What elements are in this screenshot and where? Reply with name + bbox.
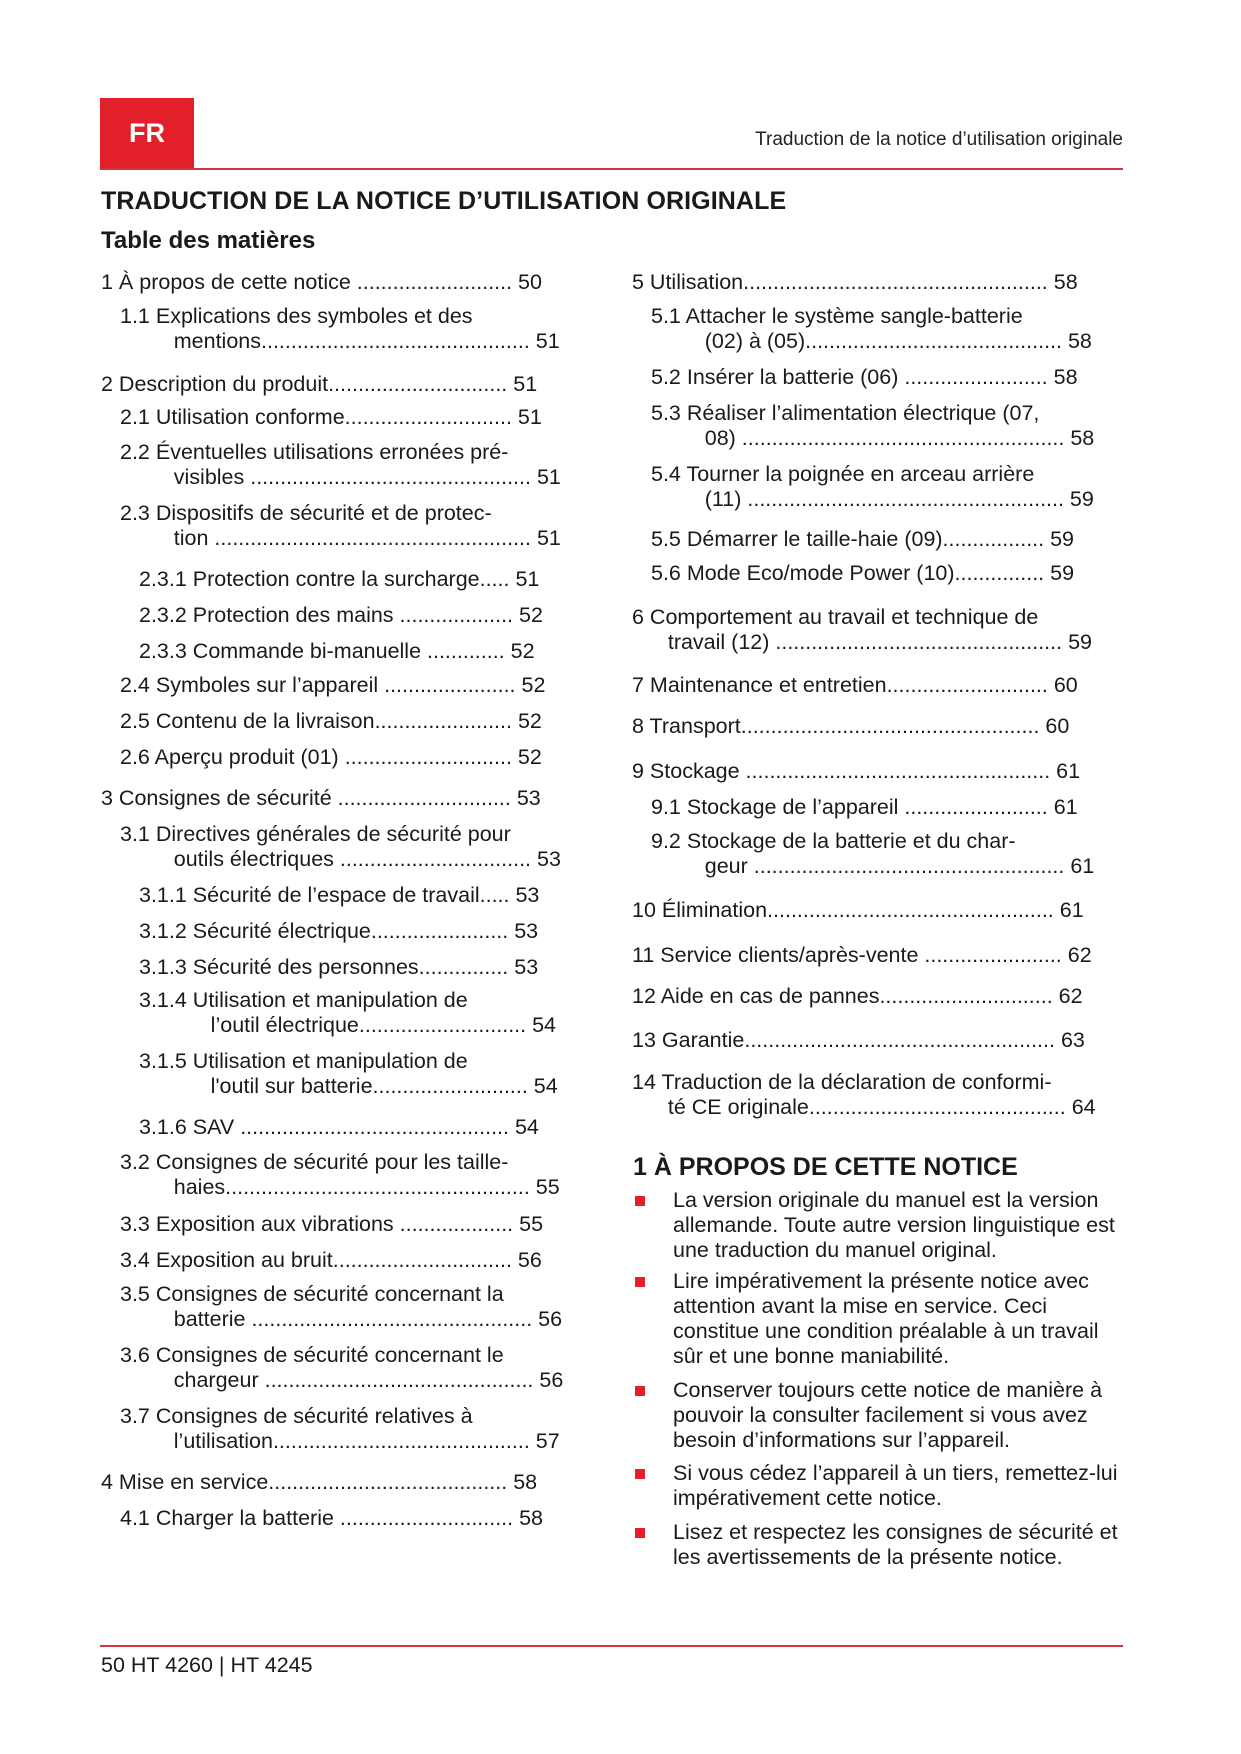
toc-entry[interactable]: 1 À propos de cette notice .......................... 50: [101, 270, 542, 294]
toc-entry[interactable]: 1.1 Explications des symboles et des mentions............................................. 51: [120, 304, 560, 353]
toc-entry[interactable]: 3.1 Directives générales de sécurité pour outils électriques ................................ 53: [120, 822, 561, 871]
toc-entry[interactable]: 3.6 Consignes de sécurité concernant le chargeur ............................................. 56: [120, 1343, 564, 1392]
bullet-square-icon: [635, 1277, 645, 1287]
language-tab: FR: [100, 98, 194, 168]
toc-entry[interactable]: 2.1 Utilisation conforme............................ 51: [120, 405, 542, 429]
footer-divider: [100, 1645, 1123, 1647]
list-item: [632, 1188, 1122, 1263]
toc-entry[interactable]: 9.2 Stockage de la batterie et du char- geur .................................................... 61: [651, 829, 1095, 878]
toc-entry[interactable]: 9 Stockage ................................................... 61: [632, 759, 1081, 783]
toc-entry[interactable]: 2.4 Symboles sur l’appareil ...................... 52: [120, 673, 546, 697]
toc-entry[interactable]: 3.1.1 Sécurité de l’espace de travail..... 53: [139, 883, 540, 907]
document-title: TRADUCTION DE LA NOTICE D’UTILISATION ORIGINALE: [101, 187, 787, 215]
toc-entry[interactable]: 3.1.6 SAV ............................................. 54: [139, 1115, 539, 1139]
section-heading: 1 À PROPOS DE CETTE NOTICE: [633, 1153, 1018, 1181]
list-item: [632, 1269, 1122, 1369]
toc-entry[interactable]: 10 Élimination................................................ 61: [632, 898, 1084, 922]
toc-entry[interactable]: 5.6 Mode Eco/mode Power (10)............... 59: [651, 561, 1075, 585]
bullet-square-icon: [635, 1528, 645, 1538]
bullet-text: La version originale du manuel est la version allemande. Toute autre version linguistique est une traduction du manuel original.: [673, 1188, 1115, 1262]
toc-entry[interactable]: 4.1 Charger la batterie ............................. 58: [120, 1506, 544, 1530]
bullet-square-icon: [635, 1469, 645, 1479]
toc-entry[interactable]: 2.3.2 Protection des mains ................... 52: [139, 603, 543, 627]
toc-entry[interactable]: 4 Mise en service........................................ 58: [101, 1470, 538, 1494]
toc-entry[interactable]: 7 Maintenance et entretien........................... 60: [632, 673, 1078, 697]
toc-entry[interactable]: 5 Utilisation................................................... 58: [632, 270, 1078, 294]
bullet-text: Lire impérativement la présente notice avec attention avant la mise en service. Ceci constitue une condition préalable à un travail sûr et une bonne maniabilité.: [673, 1269, 1099, 1368]
header-divider: [100, 168, 1123, 170]
toc-entry[interactable]: 3.1.4 Utilisation et manipulation de l’outil électrique............................ 54: [139, 988, 557, 1037]
list-item: [632, 1378, 1122, 1453]
toc-entry[interactable]: 5.3 Réaliser l’alimentation électrique (07, 08) ...................................................... 58: [651, 401, 1095, 450]
toc-entry[interactable]: 5.2 Insérer la batterie (06) ........................ 58: [651, 365, 1078, 389]
toc-entry[interactable]: 3.3 Exposition aux vibrations ................... 55: [120, 1212, 544, 1236]
toc-entry[interactable]: 3.4 Exposition au bruit.............................. 56: [120, 1248, 542, 1272]
toc-entry[interactable]: 3.2 Consignes de sécurité pour les taille- haies................................................... 55: [120, 1150, 560, 1199]
toc-entry[interactable]: 9.1 Stockage de l’appareil ........................ 61: [651, 795, 1078, 819]
bullet-square-icon: [635, 1196, 645, 1206]
bullet-text: Conserver toujours cette notice de manière à pouvoir la consulter facilement si vous avez besoin d’informations sur l’appareil.: [673, 1378, 1103, 1452]
toc-entry[interactable]: 3.1.5 Utilisation et manipulation de l'outil sur batterie.......................... 54: [139, 1049, 558, 1098]
toc-entry[interactable]: 12 Aide en cas de pannes............................. 62: [632, 984, 1083, 1008]
toc-entry[interactable]: 14 Traduction de la déclaration de conformi- té CE originale........................................... 64: [632, 1070, 1096, 1119]
toc-entry[interactable]: 8 Transport.................................................. 60: [632, 714, 1070, 738]
toc-entry[interactable]: 11 Service clients/après-vente ....................... 62: [632, 943, 1092, 967]
toc-entry[interactable]: 13 Garantie.................................................... 63: [632, 1028, 1085, 1052]
list-item: [632, 1461, 1122, 1511]
toc-entry[interactable]: 2.6 Aperçu produit (01) ............................ 52: [120, 745, 542, 769]
toc-entry[interactable]: 2.3 Dispositifs de sécurité et de protec- tion ..................................................... 51: [120, 501, 561, 550]
page-footer: 50 HT 4260 | HT 4245: [101, 1653, 313, 1677]
toc-entry[interactable]: 3.1.2 Sécurité électrique....................... 53: [139, 919, 539, 943]
toc-entry[interactable]: 2.2 Éventuelles utilisations erronées pré- visibles ............................................... 51: [120, 440, 561, 489]
toc-entry[interactable]: 3 Consignes de sécurité ............................. 53: [101, 786, 541, 810]
toc-entry[interactable]: 2 Description du produit.............................. 51: [101, 372, 538, 396]
bullet-square-icon: [635, 1386, 645, 1396]
toc-entry[interactable]: 5.5 Démarrer le taille-haie (09)................. 59: [651, 527, 1074, 551]
toc-entry[interactable]: 2.5 Contenu de la livraison....................... 52: [120, 709, 542, 733]
toc-entry[interactable]: 2.3.1 Protection contre la surcharge..... 51: [139, 567, 540, 591]
toc-entry[interactable]: 3.7 Consignes de sécurité relatives à l’utilisation........................................... 57: [120, 1404, 560, 1453]
bullet-text: Lisez et respectez les consignes de sécurité et les avertissements de la présente notice.: [673, 1520, 1118, 1569]
list-item: [632, 1520, 1122, 1570]
toc-entry[interactable]: 6 Comportement au travail et technique de travail (12) ................................................ 59: [632, 605, 1092, 654]
bullet-text: Si vous cédez l’appareil à un tiers, remettez-lui impérativement cette notice.: [673, 1461, 1118, 1510]
toc-entry[interactable]: 3.1.3 Sécurité des personnes............... 53: [139, 955, 539, 979]
toc-entry[interactable]: 3.5 Consignes de sécurité concernant la batterie ............................................... 56: [120, 1282, 563, 1331]
toc-heading: Table des matières: [101, 227, 316, 254]
toc-entry[interactable]: 5.4 Tourner la poignée en arceau arrière (11) ..................................................... 59: [651, 462, 1094, 511]
toc-entry[interactable]: 2.3.3 Commande bi-manuelle ............. 52: [139, 639, 535, 663]
running-title: Traduction de la notice d’utilisation originale: [755, 129, 1123, 150]
toc-entry[interactable]: 5.1 Attacher le système sangle-batterie (02) à (05)........................................... 58: [651, 304, 1092, 353]
